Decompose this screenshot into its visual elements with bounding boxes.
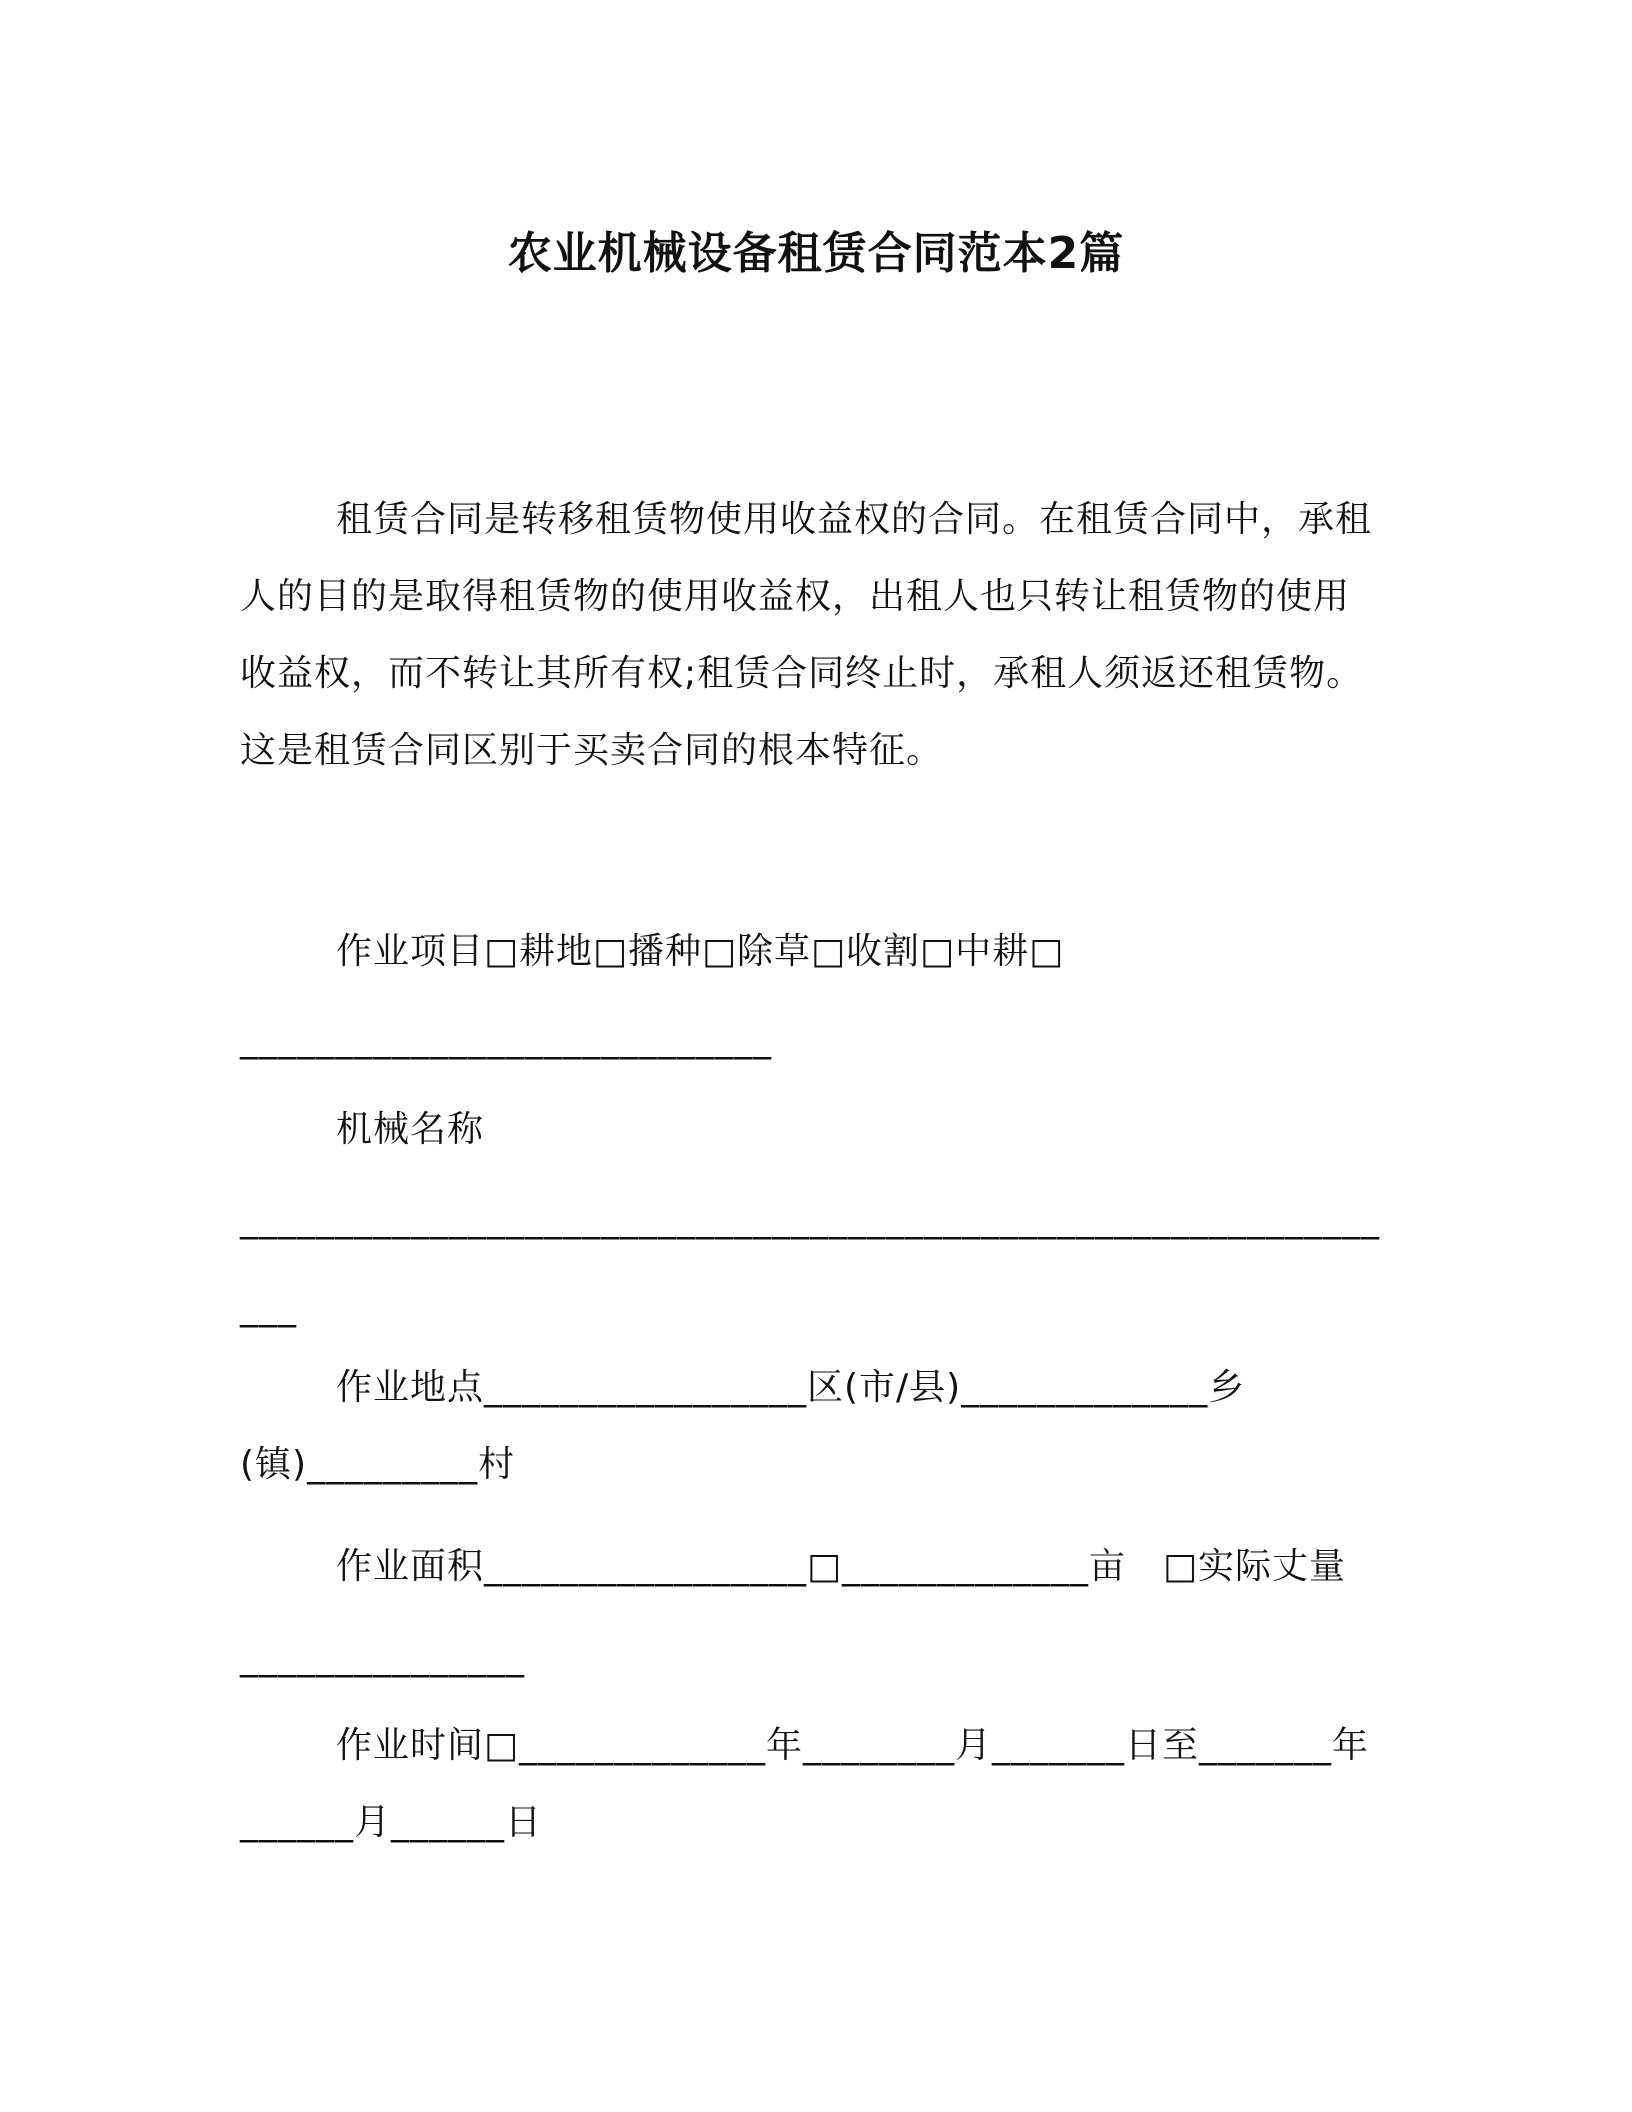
- intro-line-1: 租赁合同是转移租赁物使用收益权的合同。在租赁合同中，承租: [336, 499, 1373, 540]
- intro-line-2: 人的目的是取得租赁物的使用收益权，出租人也只转让租赁物的使用: [240, 576, 1351, 617]
- work-time-line: 作业时间□_____________年________月_______日至_______年: [336, 1725, 1370, 1766]
- intro-line-3: 收益权，而不转让其所有权;租赁合同终止时，承租人须返还租赁物。: [240, 653, 1364, 694]
- work-items-line: 作业项目□耕地□播种□除草□收割□中耕□: [336, 931, 1065, 972]
- machine-name-blank-1: ____________________________________________________________: [240, 1199, 1380, 1240]
- work-area-blank: _______________: [240, 1637, 525, 1678]
- work-location-line: 作业地点_________________区(市/县)_____________乡: [336, 1367, 1246, 1408]
- machine-name-blank-2: ___: [240, 1287, 297, 1328]
- work-items-blank: ____________________________: [240, 1019, 772, 1060]
- work-time-line-2: ______月______日: [240, 1802, 542, 1843]
- document-title: 农业机械设备租赁合同范本2篇: [507, 228, 1125, 279]
- intro-line-4: 这是租赁合同区别于买卖合同的根本特征。: [240, 730, 944, 771]
- machine-name-label: 机械名称: [336, 1109, 485, 1150]
- work-location-line-2: (镇)_________村: [240, 1444, 516, 1485]
- work-area-line: 作业面积_________________□_____________亩 □实际丈量: [336, 1546, 1347, 1587]
